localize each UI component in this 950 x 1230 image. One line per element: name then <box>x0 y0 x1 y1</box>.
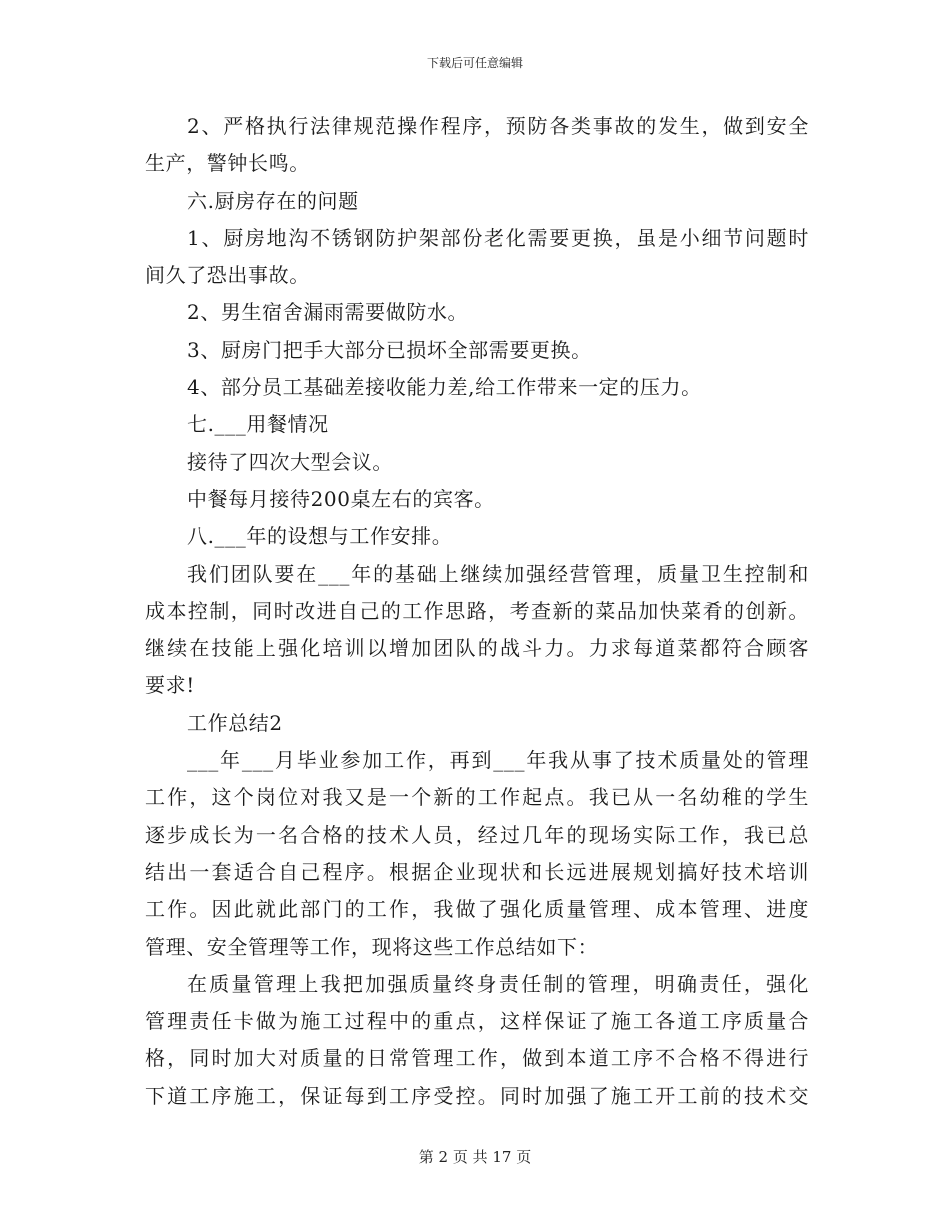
page-footer: 第 2 页 共 17 页 <box>418 1148 532 1166</box>
text-line: 工作，这个岗位对我又是一个新的工作起点。我已从一名幼稚的学生 <box>145 785 809 810</box>
text-line: 继续在技能上强化培训以增加团队的战斗力。力求每道菜都符合顾客 <box>145 636 809 661</box>
text-line: 结出一套适合自己程序。根据企业现状和长远进展规划搞好技术培训 <box>145 859 809 884</box>
section-heading: 七.___用餐情况 <box>187 412 329 437</box>
text-line: 成本控制，同时改进自己的工作思路，考查新的菜品加快菜肴的创新。 <box>145 598 809 623</box>
section-heading: 八.___年的设想与工作安排。 <box>187 524 453 549</box>
text-line: 管理、安全管理等工作，现将这些工作总结如下： <box>145 934 599 959</box>
text-line: 我们团队要在___年的基础上继续加强经营管理，质量卫生控制和 <box>187 561 809 586</box>
text-line: 工作。因此就此部门的工作，我做了强化质量管理、成本管理、进度 <box>145 897 809 922</box>
text-line: 3、厨房门把手大部分已损坏全部需要更换。 <box>187 337 592 362</box>
text-line: 在质量管理上我把加强质量终身责任制的管理，明确责任，强化 <box>187 971 809 996</box>
section-heading: 六.厨房存在的问题 <box>187 188 359 213</box>
text-line: 2、严格执行法律规范操作程序，预防各类事故的发生，做到安全 <box>187 114 809 138</box>
text-line: 1、厨房地沟不锈钢防护架部份老化需要更换，虽是小细节问题时 <box>187 225 809 250</box>
text-line: 下道工序施工，保证每到工序受控。同时加强了施工开工前的技术交 <box>145 1083 809 1108</box>
text-line: 中餐每月接待200桌左右的宾客。 <box>187 486 495 511</box>
text-line: 间久了恐出事故。 <box>145 263 310 288</box>
page-header: 下载后可任意编辑 <box>426 56 523 70</box>
document-body <box>145 108 809 1115</box>
text-line: 要求! <box>145 673 195 698</box>
text-line: ___年___月毕业参加工作，再到___年我从事了技术质量处的管理 <box>187 748 809 773</box>
text-line: 4、部分员工基础差接收能力差,给工作带来一定的压力。 <box>187 375 702 400</box>
text-line: 格，同时加大对质量的日常管理工作，做到本道工序不合格不得进行 <box>145 1046 809 1071</box>
text-line: 管理责任卡做为施工过程中的重点，这样保证了施工各道工序质量合 <box>145 1009 809 1034</box>
text-line: 逐步成长为一名合格的技术人员，经过几年的现场实际工作，我已总 <box>145 822 809 847</box>
text-line: 接待了四次大型会议。 <box>187 449 393 474</box>
text-line: 生产，警钟长鸣。 <box>145 151 310 176</box>
text-line: 2、男生宿舍漏雨需要做防水。 <box>187 300 469 325</box>
section-heading: 工作总结2 <box>187 710 283 735</box>
